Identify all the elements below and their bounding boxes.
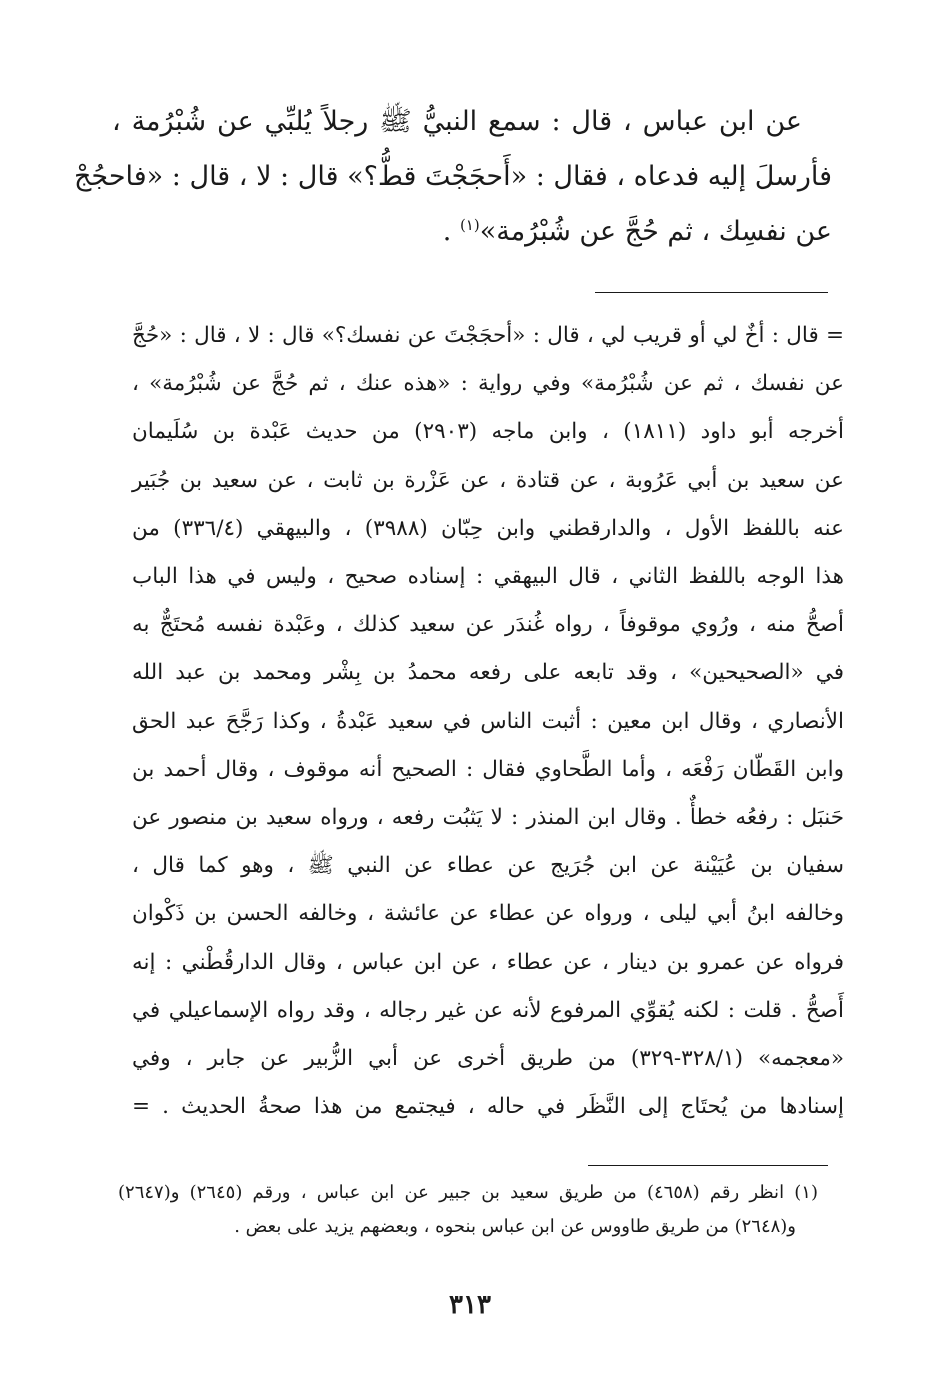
commentary-line: عن سعيد بن أبي عَرُوبة ، عن قتادة ، عن عَزْرة بن ثابت ، عن سعيد بن جُبَير — [132, 467, 844, 493]
main-text-line: عن ابن عباس ، قال : سمع النبيُّ ﷺ رجلاً يُلبِّي عن شُبْرُمة ، — [112, 106, 802, 137]
main-text-line-last — [112, 204, 832, 259]
footnote-line: و(٢٦٤٨) من طريق طاووس عن ابن عباس بنحوه ، وبعضهم يزيد على بعض . — [234, 1216, 796, 1237]
commentary-line: وخالفه ابنُ أبي ليلى ، ورواه عن عطاء عن عائشة ، وخالفه الحسن بن ذَكْوان — [132, 901, 844, 927]
commentary-line: هذا الوجه باللفظ الثاني ، قال البيهقي : إسناده صحيح ، وليس في هذا الباب — [132, 564, 844, 590]
commentary-notes — [132, 312, 844, 1131]
footnote-divider — [588, 1165, 828, 1166]
commentary-line: «معجمه» (٣٢٨/١-٣٢٩) من طريق أخرى عن أبي الزُّبير عن جابر ، وفي — [132, 1046, 844, 1072]
page-number: ٣١٣ — [449, 1290, 491, 1320]
footnote — [118, 1176, 818, 1244]
commentary-line: حَنبَل : رفعُه خطأٌ . وقال ابن المنذر : لا يَثبُت رفعه ، ورواه سعيد بن منصور عن — [132, 805, 844, 831]
commentary-line: = قال : أخٌ لي أو قريب لي ، قال : «أحجَجْتَ عن نفسك؟» قال : لا ، قال : «حُجَّ — [132, 323, 844, 348]
commentary-line: عنه باللفظ الأول ، والدارقطني وابن حِبّان (٣٩٨٨) ، والبيهقي (٣٣٦/٤) من — [132, 515, 844, 541]
commentary-line: فرواه عن عمرو بن دينار ، عن عطاء ، عن ابن عباس ، وقال الدارقُطْني : إنه — [132, 949, 844, 975]
commentary-line: أخرجه أبو داود (١٨١١) ، وابن ماجه (٢٩٠٣) من حديث عَبْدة بن سُلَيمان — [132, 419, 844, 445]
main-text-line: فأرسلَ إليه فدعاه ، فقال : «أَحجَجْتَ قطُّ؟» قال : لا ، قال : «فاحجُجْ — [73, 161, 832, 192]
commentary-divider — [595, 292, 828, 293]
main-text-line-content: عن نفسِك ، ثم حُجَّ عن شُبْرُمة» — [479, 216, 832, 247]
commentary-line: في «الصحيحين» ، وقد تابعه على رفعه محمدُ بن بِشْر ومحمد بن عبد الله — [132, 660, 844, 686]
footnote-line: (١) انظر رقم (٤٦٥٨) من طريق سعيد بن جبير عن ابن عباس ، ورقم (٢٦٤٥) و(٢٦٤٧) — [118, 1182, 818, 1203]
commentary-line: أصحُّ منه ، ورُوي موقوفاً ، رواه غُندَر عن سعيد كذلك ، وعَبْدة نفسه مُحتَجٌّ به — [132, 612, 844, 638]
main-text-line-end: . — [442, 216, 460, 247]
commentary-line: سفيان بن عُيَيْنة عن ابن جُرَيج عن عطاء عن النبي ﷺ ، وهو كما قال ، — [132, 853, 844, 879]
commentary-line: الأنصاري ، وقال ابن معين : أثبت الناس في سعيد عَبْدةُ ، وكذا رَجَّحَ عبد الحق — [132, 708, 844, 734]
commentary-line: وابن القَطّان رَفْعَه ، وأما الطَّحاوي فقال : الصحيح أنه موقوف ، وقال أحمد بن — [132, 756, 844, 782]
commentary-line: إسنادها من يُحتَاج إلى النَّظَر في حاله ، فيجتمع من هذا صحةُ الحديث . = — [132, 1094, 844, 1120]
commentary-line: عن نفسك ، ثم عن شُبْرُمة» وفي رواية : «هذه عنك ، ثم حُجَّ عن شُبْرُمة» ، — [132, 371, 844, 397]
footnote-marker: (١) — [459, 216, 480, 234]
commentary-line: أَصحُّ . قلت : لكنه يُقوِّي المرفوع لأنه عن غير رجاله ، وقد رواه الإسماعيلي في — [132, 997, 844, 1023]
main-text — [73, 94, 832, 259]
